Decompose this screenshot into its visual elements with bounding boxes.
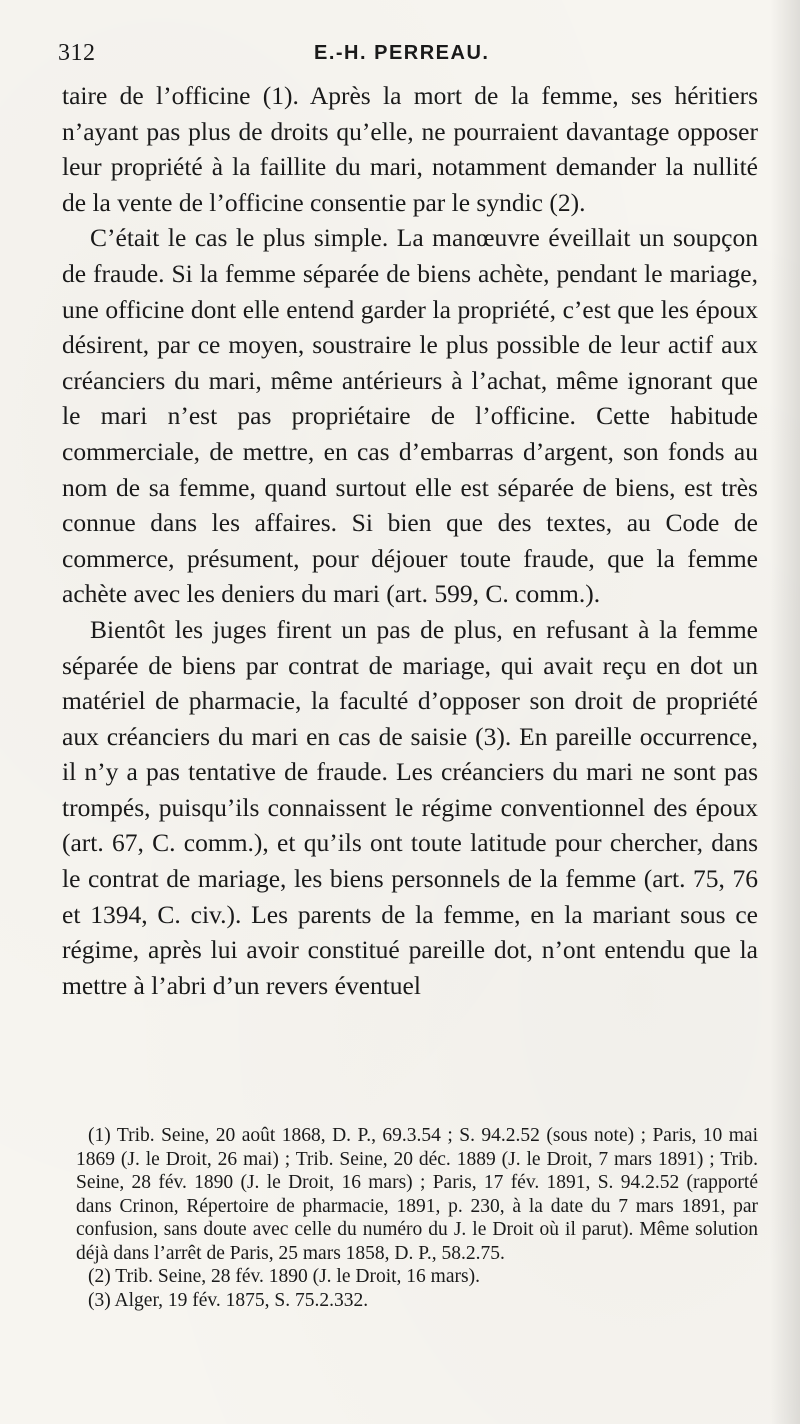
page-header (58, 40, 758, 74)
footnote: (1) Trib. Seine, 20 août 1868, D. P., 69.3.54 ; S. 94.2.52 (sous note) ; Paris, 10 mai 1869 (J. le Droit, 26 mai) ; Trib. Seine, 20 déc. 1889 (J. le Droit, 7 mars 1891) ; Trib. Seine, 28 fév. 1890 (J. le Droit, 16 mars) ; Paris, 17 fév. 1891, S. 94.2.52 (rapporté dans Crinon, Répertoire de pharmacie, 1891, p. 230, à la date du 7 mars 1891, par confusion, sans doute avec celle du numéro du J. le Droit où il parut). Même solution déjà dans l’arrêt de Paris, 25 mars 1858, D. P., 58.2.75. (76, 1125, 758, 1264)
footnote: (3) Alger, 19 fév. 1875, S. 75.2.332. (88, 1289, 369, 1311)
body-paragraph: C’était le cas le plus simple. La manœuvre éveillait un soupçon de fraude. Si la femme séparée de biens achète, pendant le mariage, une officine dont elle entend garder la propriété, c’est que les époux désirent, par ce moyen, soustraire le plus possible de leur actif aux créanciers du mari, même antérieurs à l’achat, même ignorant que le mari n’est pas propriétaire de l’officine. Cette habitude commerciale, de mettre, en cas d’embarras d’argent, son fonds au nom de sa femme, quand surtout elle est séparée de biens, est très connue dans les affaires. Si bien que des textes, au Code de commerce, présument, pour déjouer toute fraude, que la femme achète avec les deniers du mari (art. 599, C. comm.). (62, 223, 758, 609)
body-text (62, 78, 758, 1003)
footnotes (76, 1124, 758, 1312)
running-head: E.-H. PERREAU. (314, 42, 490, 64)
page-edge-shadow (770, 0, 800, 1424)
page-number: 312 (58, 40, 96, 66)
body-paragraph: taire de l’officine (1). Après la mort de la femme, ses héritiers n’ayant pas plus de droits qu’elle, ne pourraient davantage opposer leur propriété à la faillite du mari, notamment demander la nullité de la vente de l’officine consentie par le syndic (2). (62, 81, 758, 217)
body-paragraph: Bientôt les juges firent un pas de plus, en refusant à la femme séparée de biens par contrat de mariage, qui avait reçu en dot un matériel de pharmacie, la faculté d’opposer son droit de propriété aux créanciers du mari en cas de saisie (3). En pareille occurrence, il n’y a pas tentative de fraude. Les créanciers du mari ne sont pas trompés, puisqu’ils connaissent le régime conventionnel des époux (art. 67, C. comm.), et qu’ils ont toute latitude pour chercher, dans le contrat de mariage, les biens personnels de la femme (art. 75, 76 et 1394, C. civ.). Les parents de la femme, en la mariant sous ce régime, après lui avoir constitué pareille dot, n’ont entendu que la mettre à l’abri d’un revers éventuel (62, 614, 758, 1000)
footnote: (2) Trib. Seine, 28 fév. 1890 (J. le Droit, 16 mars). (88, 1266, 480, 1287)
